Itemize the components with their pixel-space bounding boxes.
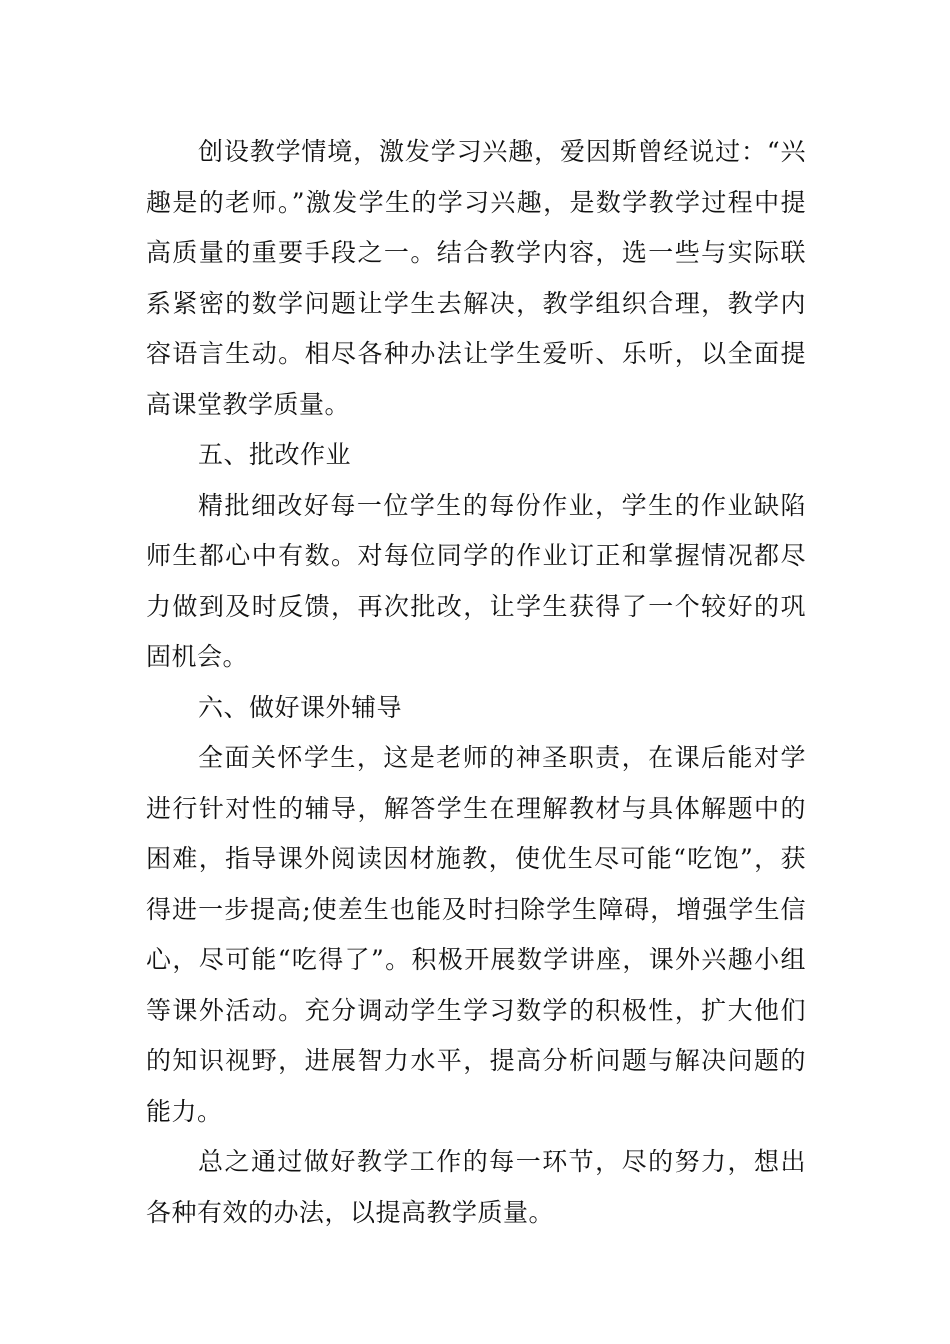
document-body	[146, 127, 806, 1238]
section-heading-correct-homework: 五、批改作业	[198, 440, 352, 469]
section-heading-tutoring: 六、做好课外辅导	[198, 692, 403, 722]
paragraph-conclusion: 总之通过做好教学工作的每一环节，尽的努力，想出各种有效的办法，以提高教学质量。	[146, 1147, 806, 1227]
paragraph-tutoring: 全面关怀学生，这是老师的神圣职责，在课后能对学进行针对性的辅导，解答学生在理解教材与具体解题中的困难，指导课外阅读因材施教，使优生尽可能“吃饱”，获得进一步提高;使差生也能及时扫除学生障碍，增强学生信心，尽可能“吃得了”。积极开展数学讲座，课外兴趣小组等课外活动。充分调动学生学习数学的积极性，扩大他们的知识视野，进展智力水平，提高分析问题与解决问题的能力。	[146, 743, 806, 1126]
paragraph-teaching-situation: 创设教学情境，激发学习兴趣，爱因斯曾经说过：“兴趣是的老师。”激发学生的学习兴趣，是数学教学过程中提高质量的重要手段之一。结合教学内容，选一些与实际联系紧密的数学问题让学生去解决，教学组织合理，教学内容语言生动。相尽各种办法让学生爱听、乐听，以全面提高课堂教学质量。	[146, 137, 806, 419]
paragraph-homework: 精批细改好每一位学生的每份作业，学生的作业缺陷师生都心中有数。对每位同学的作业订正和掌握情况都尽力做到及时反馈，再次批改，让学生获得了一个较好的巩固机会。	[146, 490, 806, 671]
